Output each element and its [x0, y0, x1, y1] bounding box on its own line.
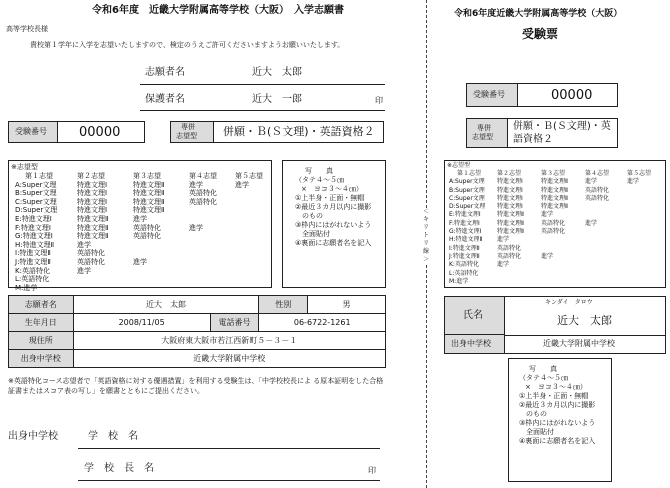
intro-text: 貴校第１学年に入学を志望いたしますので、検定のうえご許可くださいますようお願いいたします。: [30, 41, 345, 49]
footer-school-label: 出身中学校: [8, 431, 58, 442]
exam-number-label: 受験番号: [15, 127, 47, 136]
footer-school-underline: [78, 448, 380, 449]
guardian-seal: 印: [375, 96, 383, 105]
ticket-name-value: 近大 太郎: [557, 314, 612, 327]
guardian-name: 近大 一郎: [252, 94, 302, 105]
ticket-subtitle: 受験票: [522, 27, 559, 41]
preference-column-5: 第５志望 進学: [235, 172, 263, 189]
ticket-exam-number-label: 受験番号: [473, 90, 505, 99]
preference-column-2: 第２志望 特進文理Ⅰ 特進文理Ⅰ 特進文理Ⅰ 特進文理Ⅰ 特進文理Ⅱ 特進文理Ⅱ 特進文理Ⅱ 進学 英語特化 英語特化 進学: [77, 172, 109, 275]
ticket-preference-column-2: 第２志望 特進文理Ⅰ 特進文理Ⅰ 特進文理Ⅰ 特進文理Ⅰ 特進文理Ⅱ 特進文理Ⅱ 特進文理Ⅱ 進学 英語特化 英語特化 進学: [497, 170, 524, 269]
ticket-preference-column-1: 第１志望 A:Super文理 B:Super文理 C:Super文理 D:Super文理 E:特進文理Ⅰ F:特進文理Ⅰ G:特進文理Ⅰ H:特進文理Ⅱ I:特進文理Ⅱ J:特進文理Ⅱ K:英語特化 L:英語特化 M:進学: [449, 170, 486, 285]
exam-type-box: [170, 121, 384, 143]
footer-seal: 印: [368, 466, 376, 475]
photo-size-2: × ヨコ３～４㎝）: [301, 185, 363, 193]
ticket-exam-type-value-2: 語資格２: [513, 134, 553, 145]
ticket-preference-column-4: 第４志望 進学 英語特化 英語特化 進学: [585, 170, 610, 227]
ticket-photo-box: 写 真 （タテ４～５㎝ × ヨコ３～４㎝） ①上半身・正面・無帽 ②最近３カ月以内に撮影 のもの ③枠内にはがれないよう 全面貼付 ④裏面に志願者名を記入: [508, 358, 612, 482]
form-title: 令和6年度 近畿大学附属高等学校（大阪） 入学志願書: [92, 5, 344, 16]
ticket-exam-type-box: [466, 118, 618, 148]
exam-number-value: 00000: [79, 125, 121, 140]
photo-title: 写 真: [305, 167, 333, 175]
applicant-underline: [140, 84, 385, 85]
guardian-label: 保護者名: [145, 94, 185, 105]
preference-column-3: 第３志望 特進文理Ⅱ 特進文理Ⅱ 特進文理Ⅱ 特進文理Ⅱ 進学 英語特化 英語特化 進学: [133, 172, 165, 266]
ticket-name-table: [444, 296, 666, 354]
ticket-school-label: 出身中学校: [451, 339, 491, 348]
ticket-preference-column-5: 第５志望 進学: [627, 170, 652, 186]
applicant-info-table: 志願者名 近大 太郎 性別 男 生年月日 2008/11/05 電話番号 06-6722-1261 現住所 大阪府東大阪市若江西新町５－３－１ 出身中学校 近畿大学附属中学校: [8, 295, 386, 368]
ticket-preference-column-3: 第３志望 特進文理Ⅱ 特進文理Ⅱ 特進文理Ⅱ 特進文理Ⅱ 進学 英語特化 英語特化 進学: [541, 170, 568, 260]
photo-size: （タテ４～５㎝: [295, 176, 344, 184]
footer-principal-label: 学 校 長 名: [84, 463, 154, 474]
exam-number-box: [8, 121, 145, 143]
ticket-title: 令和6年度近畿大学附属高等学校（大阪）: [454, 9, 623, 19]
guardian-underline: [140, 110, 385, 111]
preference-column-1: 第１志望 A:Super文理 B:Super文理 C:Super文理 D:Super文理 E:特進文理Ⅰ F:特進文理Ⅰ G:特進文理Ⅰ H:特進文理Ⅱ I:特進文理Ⅱ J:特進文理Ⅱ K:英語特化 L:英語特化 M:進学: [15, 172, 58, 292]
exam-type-label-1: 専併: [181, 123, 195, 131]
preference-box: [8, 160, 272, 292]
note-text: ※英語特化コース志望者で「英語資格に対する優遇措置」を利用する受験生は、「中学校校長によ る原本証明をした合格証書またはスコア表の写し」を願書とともにご提出ください。: [8, 377, 384, 395]
applicant-label: 志願者名: [145, 67, 185, 78]
preference-title: ※志望型: [11, 163, 38, 171]
ticket-name-kana: キンダイ タロウ: [545, 299, 593, 306]
exam-type-label-2: 志望型: [176, 132, 197, 140]
ticket-exam-type-value-1: 併願・Ｂ(Ｓ文理)・英: [513, 121, 611, 132]
preference-column-4: 第４志望 進学 英語特化 英語特化 進学: [189, 172, 217, 232]
addressee: 高等学校長様: [6, 25, 48, 33]
ticket-preference-box: [444, 160, 666, 288]
footer-school-name-label: 学 校 名: [88, 431, 138, 442]
applicant-name: 近大 太郎: [252, 67, 302, 78]
footer-principal-underline: [78, 480, 380, 481]
photo-box: 写 真 （タテ４～５㎝ × ヨコ３～４㎝） ①上半身・正面・無帽 ②最近３カ月以内に撮影 のもの ③枠内にはがれないよう 全面貼付 ④裏面に志願者名を記入: [282, 160, 386, 288]
ticket-exam-type-label-2: 志望型: [472, 133, 493, 141]
exam-type-value: 併願・Ｂ(Ｓ文理)・英語資格２: [223, 125, 375, 138]
ticket-exam-number-value: 00000: [551, 88, 593, 103]
cut-line-label: ＜キリトリ線＞: [422, 208, 429, 263]
ticket-exam-type-label-1: 専併: [477, 124, 491, 132]
ticket-school-value: 近畿大学附属中学校: [543, 339, 615, 348]
ticket-name-label: 氏名: [463, 310, 483, 321]
ticket-preference-title: ※志望型: [447, 162, 471, 169]
ticket-exam-number-box: [466, 83, 618, 107]
